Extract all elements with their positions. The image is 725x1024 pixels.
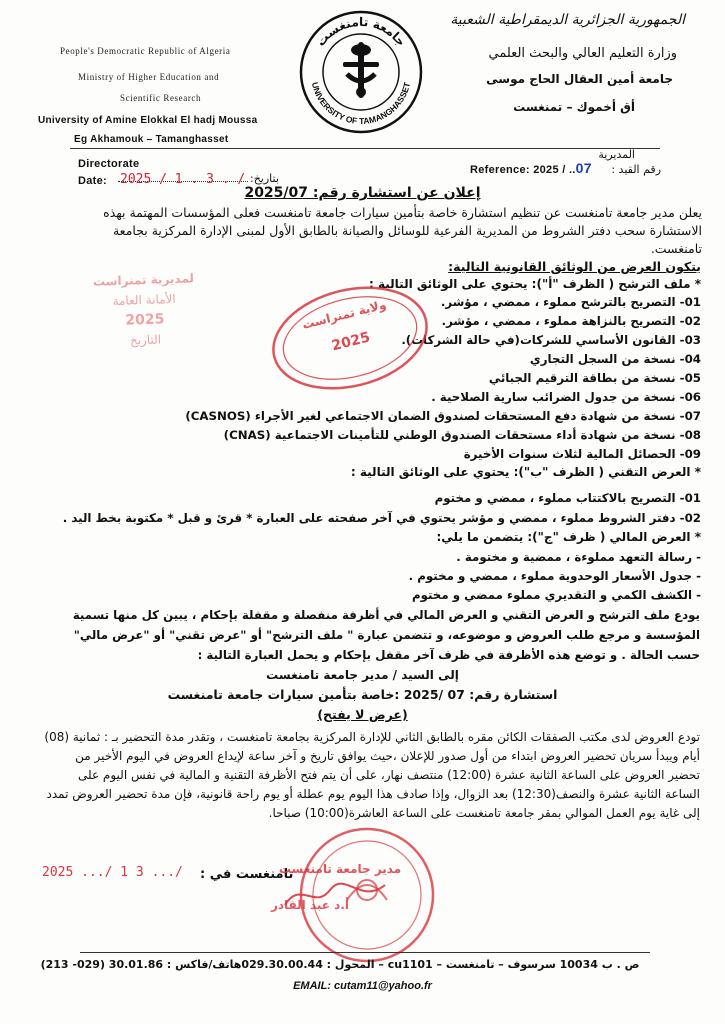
- stamp-left-year: 2025: [125, 311, 165, 329]
- stamp-center-year: 2025: [330, 329, 372, 355]
- address-line: إلى السيد / مدير جامعة تامنغست: [266, 668, 459, 682]
- list-item: 04- نسخة من السجل التجاري: [529, 352, 701, 366]
- date-label: Date:: [78, 175, 108, 187]
- docs-heading: يتكون العرض من الوثائق القانونية التالية:: [448, 259, 701, 274]
- logo-ar-text: جامعة تامنغست: [313, 14, 409, 49]
- technical-heading: * العرض التقني ( الظرف "ب"): يحتوي على الوثائق التالية :: [350, 465, 701, 479]
- header-en-line3: Scientific Research: [120, 93, 202, 103]
- deposit-paragraph: تودع العروض لدى مكتب الصفقات الكائن مقره بالطابق الثاني للإدارة المركزية بجامعة تامنغست ، وتقدر مدة التحضير بـ : ثمانية (08) أيام ويبدأ سريان تحضير العروض ابتداء من أول صدور للإعلان ،حيث يوافق تاريخ و آخر ساعة لإيداع العروض في اليوم الأخير من تحضير العروض على الساعة الثانية عشرة (12:00) منتصف نهار، على أن يتم فتح الأظرفة التقنية و المالية في نفس اليوم على الساعة الثانية عشرة والنصف(12:30) بعد الزوال، وإذا صادف هذا اليوم يوم عطلة أو يوم راحة قانونية، فإن مدة تحضير العروض تمدد إلى غاية يوم العمل الموالي بمقر جامعة تامنغست على الساعة العاشرة(10:00) صباحا.: [44, 730, 700, 820]
- stamp-left-top: لمديرية تمنراست: [92, 271, 195, 289]
- list-item: 08- نسخة من شهادة أداء مستحقات الصندوق الوطني للتأمينات الاجتماعية (CNAS): [223, 428, 701, 442]
- header-en-line5: Eg Akhamouk – Tamanghasset: [74, 134, 229, 145]
- reference-prefix: Reference: 2025 / ..: [470, 164, 576, 176]
- consultation-line: استشارة رقم: 07 /2025 :خاصة بتأمين سيارات جامعة تامنغست: [167, 687, 558, 702]
- reference-ar: رقم القيد :: [611, 163, 661, 176]
- list-item: 09- الحصائل المالية لثلاث سنوات الأخيرة: [463, 447, 701, 461]
- envelope-paragraph: يودع ملف الترشح و العرض التقني و العرض المالي في أظرفة منفصلة و مقفلة بإحكام ، يبين كل منها تسمية المؤسسة و مرجع طلب العروض و موضوعه، و تتضمن عبارة " ملف الترشح" أو "عرض تقني" أو "عرض مالي" حسب الحالة . و توضع هذه الأظرفة في ظرف آخر مقفل بإحكام و يحمل العبارة التالية :: [72, 608, 700, 662]
- stamp-center-ar: ولاية تمنراست: [300, 297, 388, 332]
- directorate-ar: المديرية: [598, 148, 635, 161]
- announcement-title: إعلان عن استشارة رقم: 2025/07: [244, 185, 481, 201]
- stamp-bottom-text: مدير جامعة تامنغست: [278, 862, 402, 876]
- financial-heading: * العرض المالي ( ظرف "ج"): يتضمن ما يلي:: [436, 530, 701, 544]
- technical-list: [61, 488, 701, 528]
- financial-list: [141, 548, 701, 605]
- intro-paragraph: يعلن مدير جامعة تامنغست عن تنظيم استشارة خاصة بتأمين سيارات جامعة تامنغست فعلى المؤسسات المهتمة بهذه الاستشارة سحب دفتر الشروط من المديرية الفرعية للوسائل والصيانة بالطابق الأول لمبنى الإدارة المركزية بجامعة تامنغست.: [103, 205, 702, 256]
- header-rule: [70, 148, 660, 149]
- tuareg-cross-icon: [343, 42, 379, 98]
- header-en-line4: University of Amine Elokkal El hadj Moussa: [38, 115, 258, 126]
- list-item: 06- نسخة من جدول الضرائب سارية الصلاحية .: [431, 390, 701, 404]
- reference-number: 07: [575, 160, 592, 176]
- list-item: - الكشف الكمي و التقديري مملوء ممضي و مختوم: [411, 588, 701, 602]
- date-value: 2025 / 1 . 3 . /: [120, 172, 246, 187]
- list-item: 01- التصريح بالترشح مملوء ، ممضي ، مؤشر.: [440, 295, 701, 309]
- emblem-icon: [347, 880, 387, 900]
- list-item: 02- دفتر الشروط مملوء ، ممضي و مؤشر يحتوي في آخر صفحته على العبارة * قرئ و قبل * مكتوبة بخط اليد .: [62, 511, 701, 525]
- stamp-bottom-name: أ.د عبد القادر: [270, 898, 350, 912]
- do-not-open: (عرض لا يفتح): [317, 707, 408, 722]
- header-ar-line4: أق أخموك – تمنغست: [513, 100, 635, 114]
- list-item: 03- القانون الأساسي للشركات(في حالة الشركات).: [401, 333, 701, 347]
- stamp-bottom: [292, 820, 442, 970]
- reference-label: [470, 160, 592, 176]
- header-ar-line3: جامعة أمين العقال الحاج موسى: [486, 72, 673, 86]
- stamp-left-bottom: التاريخ: [129, 332, 162, 348]
- logo-en-text: UNIVERSITY OF TAMANGHASSET: [309, 81, 413, 127]
- list-item: - جدول الأسعار الوحدوية مملوء ، ممضي و مختوم .: [408, 569, 701, 583]
- list-item: 07- نسخة من شهادة دفع المستحقات لصندوق الضمان الاجتماعي لغير الأجراء (CASNOS): [185, 409, 701, 423]
- list-item: 02- التصريح بالنزاهة مملوء ، ممضي ، مؤشر.: [441, 314, 701, 328]
- footer-email: EMAIL: cutam11@yahoo.fr: [293, 980, 432, 992]
- list-item: 01- التصريح بالاكتتاب مملوء ، ممضي و مختوم: [434, 491, 701, 505]
- list-item: - رسالة التعهد مملوءة ، ممضية و مختومة .: [456, 550, 701, 564]
- list-item: 05- نسخة من بطاقة الترقيم الجبائي: [488, 371, 701, 385]
- candidacy-list: [141, 293, 701, 464]
- stamp-left-mid: الأمانة العامة: [112, 291, 176, 309]
- header-ar-line2: وزارة التعليم العالي والبحث العلمي: [488, 46, 677, 61]
- candidacy-heading: * ملف الترشح ( الظرف "أ"): يحتوي على الوثائق التالية :: [369, 277, 701, 291]
- directorate-en: Directorate: [78, 158, 140, 170]
- footer-line1: ص . ب 10034 سرسوف – تامنغست – cu1101 – المحول : 029.30.00.44هاتف/فاكس : 30.01.86 (029- 213): [40, 958, 640, 971]
- date-ar: بتاريخ:: [250, 172, 279, 185]
- header-en-line2: Ministry of Higher Education and: [78, 72, 220, 82]
- sign-date: 2025 .../ 1 3 .../: [42, 865, 183, 880]
- footer-rule: [80, 952, 650, 953]
- sign-place: تامنغست في :: [200, 867, 294, 882]
- header-ar-line1: الجمهورية الجزائرية الديمقراطية الشعبية: [450, 12, 685, 28]
- university-logo: [297, 8, 425, 136]
- header-en-line1: People's Democratic Republic of Algeria: [60, 46, 231, 56]
